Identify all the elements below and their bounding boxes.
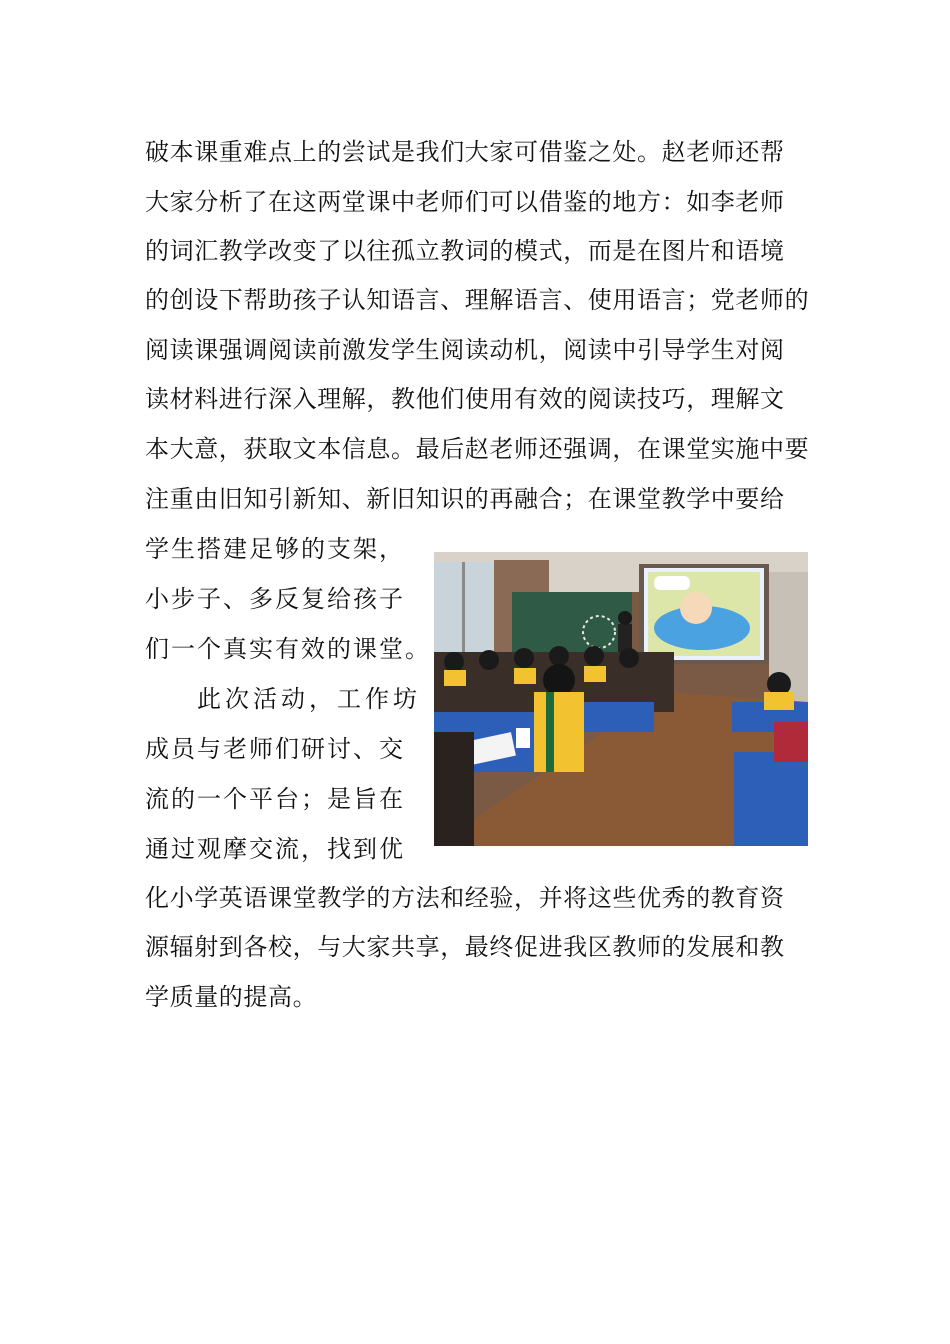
classroom-photo-icon xyxy=(434,552,808,846)
text-line: 通过观摩交流，找到优 xyxy=(145,835,405,863)
text-line: 源辐射到各校，与大家共享，最终促进我区教师的发展和教 xyxy=(145,933,785,961)
text-line: 成员与老师们研讨、交 xyxy=(145,735,405,763)
text-line: 大家分析了在这两堂课中老师们可以借鉴的地方：如李老师 xyxy=(145,188,785,216)
text-line: 学质量的提高。 xyxy=(145,983,318,1011)
text-line: 读材料进行深入理解，教他们使用有效的阅读技巧，理解文 xyxy=(145,385,785,413)
text-line: 本大意，获取文本信息。最后赵老师还强调，在课堂实施中要 xyxy=(145,435,810,463)
text-line: 化小学英语课堂教学的方法和经验，并将这些优秀的教育资 xyxy=(145,884,785,912)
text-line: 此次活动，工作坊 xyxy=(197,685,421,713)
text-line: 阅读课强调阅读前激发学生阅读动机，阅读中引导学生对阅 xyxy=(145,336,785,364)
text-line: 学生搭建足够的支架， xyxy=(145,535,405,563)
text-line: 破本课重难点上的尝试是我们大家可借鉴之处。赵老师还帮 xyxy=(145,138,785,166)
text-line: 注重由旧知引新知、新旧知识的再融合；在课堂教学中要给 xyxy=(145,485,785,513)
classroom-photo xyxy=(434,552,808,846)
text-line: 们一个真实有效的课堂。 xyxy=(145,635,431,663)
text-line: 的创设下帮助孩子认知语言、理解语言、使用语言；党老师的 xyxy=(145,286,810,314)
text-line: 小步子、多反复给孩子 xyxy=(145,585,405,613)
text-line: 流的一个平台；是旨在 xyxy=(145,785,405,813)
text-line: 的词汇教学改变了以往孤立教词的模式，而是在图片和语境 xyxy=(145,237,785,265)
